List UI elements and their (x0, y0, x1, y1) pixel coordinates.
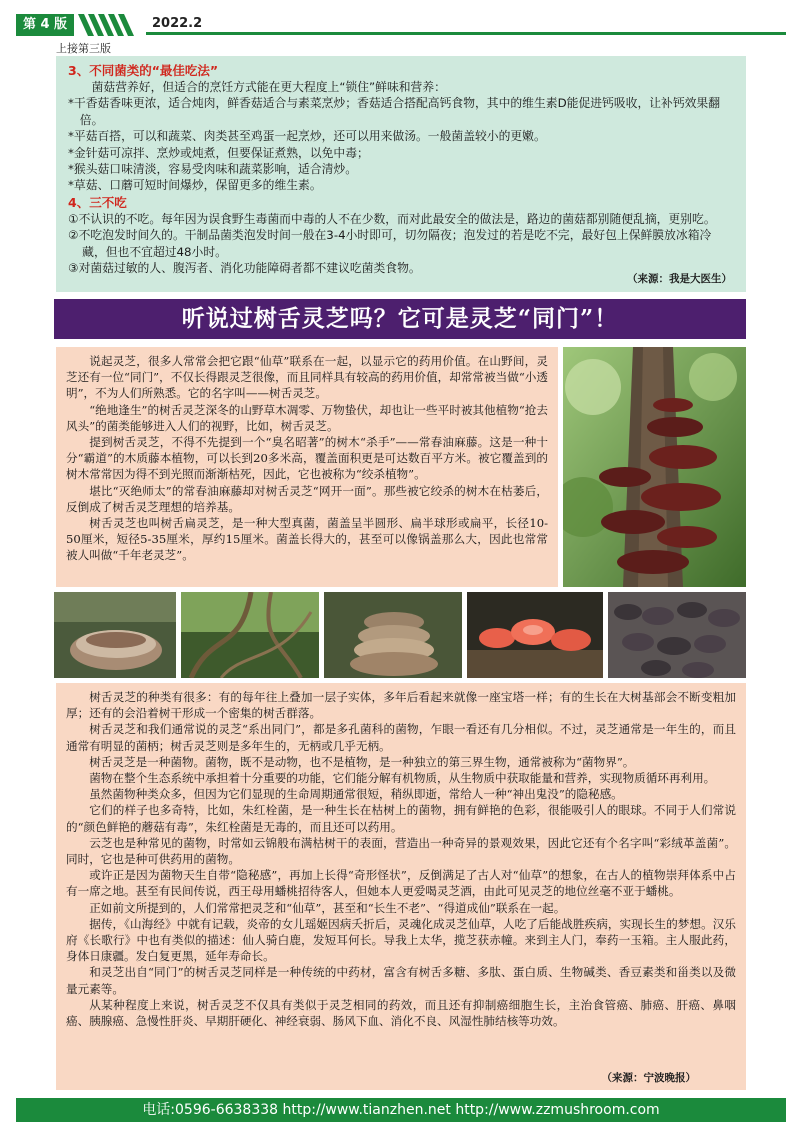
article-paragraph: 树舌灵芝和我们通常说的灵芝“系出同门”，都是多孔菌科的菌物，乍眼一看还有几分相似。不过，灵芝通常是一年生的，而且通常有明显的菌柄；树舌灵芝则是多年生的，无柄或几乎无柄。 (66, 722, 736, 753)
section-heading-best-way: 3、不同菌类的“最佳吃法” (68, 63, 219, 78)
tip-item: *草菇、口蘑可短时间爆炒，保留更多的维生素。 (68, 178, 322, 193)
continued-note: 上接第三版 (56, 42, 111, 55)
tips-intro: 菌菇营养好，但适合的烹饪方式能在更大程度上“锁住”鲜味和营养： (91, 80, 446, 94)
article-paragraph: 树舌灵芝也叫树舌扁灵芝，是一种大型真菌，菌盖呈半圆形、扁半球形或扁平，长径10-50厘米，短径5-35厘米，厚约15厘米。菌盖长得大的，甚至可以像锅盖那么大，因此也常常被人叫做“千年老灵芝”。 (66, 516, 548, 563)
article-paragraph: 从某种程度上来说，树舌灵芝不仅具有类似于灵芝相同的药效，而且还有抑制癌细胞生长，主治食管癌、肺癌、肝癌、鼻咽癌、胰腺癌、急慢性肝炎、早期肝硬化、神经衰弱、肠风下血、消化不良、风湿性肺结核等功效。 (66, 997, 736, 1029)
header-rule (146, 32, 786, 35)
tree-fungus-photo (563, 347, 746, 587)
rule-item: ③对菌菇过敏的人、腹泻者、消化功能障碍者都不建议吃菌类食物。 (68, 261, 421, 276)
section-heading-three-donts: 4、三不吃 (68, 194, 127, 210)
article-title-banner: 听说过树舌灵芝吗？它可是灵芝“同门”！ (54, 299, 746, 339)
article-body-box (56, 683, 746, 1090)
layered-fungus-photo (324, 592, 462, 678)
rule-item: ①不认识的不吃。每年因为误食野生毒菌而中毒的人不在少数，而对此最安全的做法是，路边的菌菇都别随便乱摘，更别吃。 (68, 211, 716, 226)
issue-date: 2022.2 (152, 16, 203, 31)
article-intro-box (56, 347, 558, 587)
article-paragraph: “绝地逢生”的树舌灵芝深冬的山野草木凋零、万物蛰伏，却也让一些平时被其他植物“抢去风头”的菌类能够进入人们的视野，比如，树舌灵芝。 (66, 402, 548, 433)
tip-item: *金针菇可凉拌、烹炒或炖煮，但要保证煮熟，以免中毒； (68, 145, 369, 160)
tip-item: *平菇百搭，可以和蔬菜、肉类甚至鸡蛋一起烹炒，还可以用来做汤。一般菌盖较小的更嫩。 (68, 129, 546, 144)
source-credit: （来源：我是大医生） (627, 273, 732, 285)
page-header (16, 14, 786, 36)
article-paragraph: 树舌灵芝是一种菌物。菌物，既不是动物，也不是植物，是一种独立的第三界生物，通常被称为“菌物界”。 (89, 754, 635, 769)
article-paragraph: 说起灵芝，很多人常常会把它跟“仙草”联系在一起，以显示它的药用价值。在山野间，灵芝还有一位“同门”，不仅长得跟灵芝很像，而且同样具有较高的药用价值，却常常被当做“小透明”，不为人们所熟悉。它的名字叫——树舌灵芝。 (66, 354, 548, 401)
article-paragraph: 菌物在整个生态系统中承担着十分重要的功能，它们能分解有机物质，从生物质中获取能量和营养，实现物质循环再利用。 (89, 771, 716, 786)
article-paragraph: 树舌灵芝的种类有很多：有的每年往上叠加一层子实体，多年后看起来就像一座宝塔一样；有的生长在大树基部会不断变粗加厚；还有的会沿着树干形成一个密集的树舌群落。 (66, 690, 736, 721)
article-paragraph: 和灵芝出自“同门”的树舌灵芝同样是一种传统的中药材，富含有树舌多糖、多肽、蛋白质、生物碱类、香豆素类和甾类以及微量元素等。 (66, 965, 736, 996)
header-stripes-decoration (76, 14, 146, 36)
footer-contact-bar: 电话:0596-6638338 http://www.tianzhen.net http://www.zzmushroom.com (16, 1098, 786, 1122)
turkey-tail-photo (608, 592, 746, 678)
cinnabar-polypore-photo (467, 592, 603, 678)
article-paragraph: 提到树舌灵芝，不得不先提到一个“臭名昭著”的树木“杀手”——常春油麻藤。这是一种十分“霸道”的木质藤本植物，可以长到20多米高，覆盖面积更是可达数百平方米。被它覆盖到的树木常常因为得不到光照而渐渐枯死，因此，它也被称为“绞杀植物”。 (66, 435, 548, 482)
cooking-tips-box (56, 56, 746, 292)
fungus-photo-bracket (54, 592, 176, 678)
article-paragraph: 云芝也是种常见的菌物，时常如云锦般布满枯树干的表面，营造出一种奇异的景观效果，因此它还有个名字叫“彩绒革盖菌”。同时，它也是种可供药用的菌物。 (66, 835, 736, 867)
tip-item: *干香菇香味更浓，适合炖肉，鲜香菇适合与素菜烹炒；香菇适合搭配高钙食物，其中的维生素D能促进钙吸收，让补钙效果翻倍。 (68, 96, 721, 127)
page-number-badge: 第 4 版 (16, 14, 74, 36)
article-paragraph: 或许正是因为菌物天生自带“隐秘感”，再加上长得“奇形怪状”，反倒满足了古人对“仙草”的想象，在古人的植物崇拜体系中占有一席之地。甚至有民间传说，西王母用蟠桃招待客人，但她本人更爱喝灵芝酒，由此可见灵芝的地位丝毫不亚于蟠桃。 (66, 868, 736, 899)
vine-forest-photo (181, 592, 319, 678)
source-credit: （来源：宁波晚报） (601, 1072, 696, 1084)
article-paragraph: 虽然菌物种类众多，但因为它们显现的生命周期通常很短，稍纵即逝，常给人一种“神出鬼没”的隐秘感。 (89, 787, 623, 802)
tip-item: *猴头菇口味清淡，容易受肉味和蔬菜影响，适合清炒。 (68, 162, 358, 177)
article-paragraph: 它们的样子也多奇特，比如，朱红栓菌，是一种生长在枯树上的菌物，拥有鲜艳的色彩，很能吸引人的眼球。不同于人们常说的“颜色鲜艳的蘑菇有毒”，朱红栓菌是无毒的，而且还可以药用。 (66, 803, 736, 834)
article-paragraph: 正如前文所提到的，人们常常把灵芝和“仙草”，甚至和“长生不老”、“得道成仙”联系在一起。 (89, 900, 566, 915)
article-paragraph: 堪比“灭绝师太”的常春油麻藤却对树舌灵芝“网开一面”。那些被它绞杀的树木在枯萎后，反倒成了树舌灵芝理想的培养基。 (66, 483, 548, 514)
article-paragraph: 据传，《山海经》中就有记载，炎帝的女儿瑶姬因病夭折后，灵魂化成灵芝仙草，人吃了后能战胜疾病，实现长生的梦想。汉乐府《长歌行》中也有类似的描述：仙人骑白鹿，发短耳何长。导我上太华，揽芝获赤幢。来到主人门，奉药一玉箱。主人服此药，身体日康疆。发白复更黑，延年寿命长。 (66, 916, 736, 964)
rule-item: ②不吃泡发时间久的。干制品菌类泡发时间一般在3-4小时即可，切勿隔夜；泡发过的若是吃不完，最好包上保鲜膜放冰箱冷藏，但也不宜超过48小时。 (68, 228, 712, 259)
